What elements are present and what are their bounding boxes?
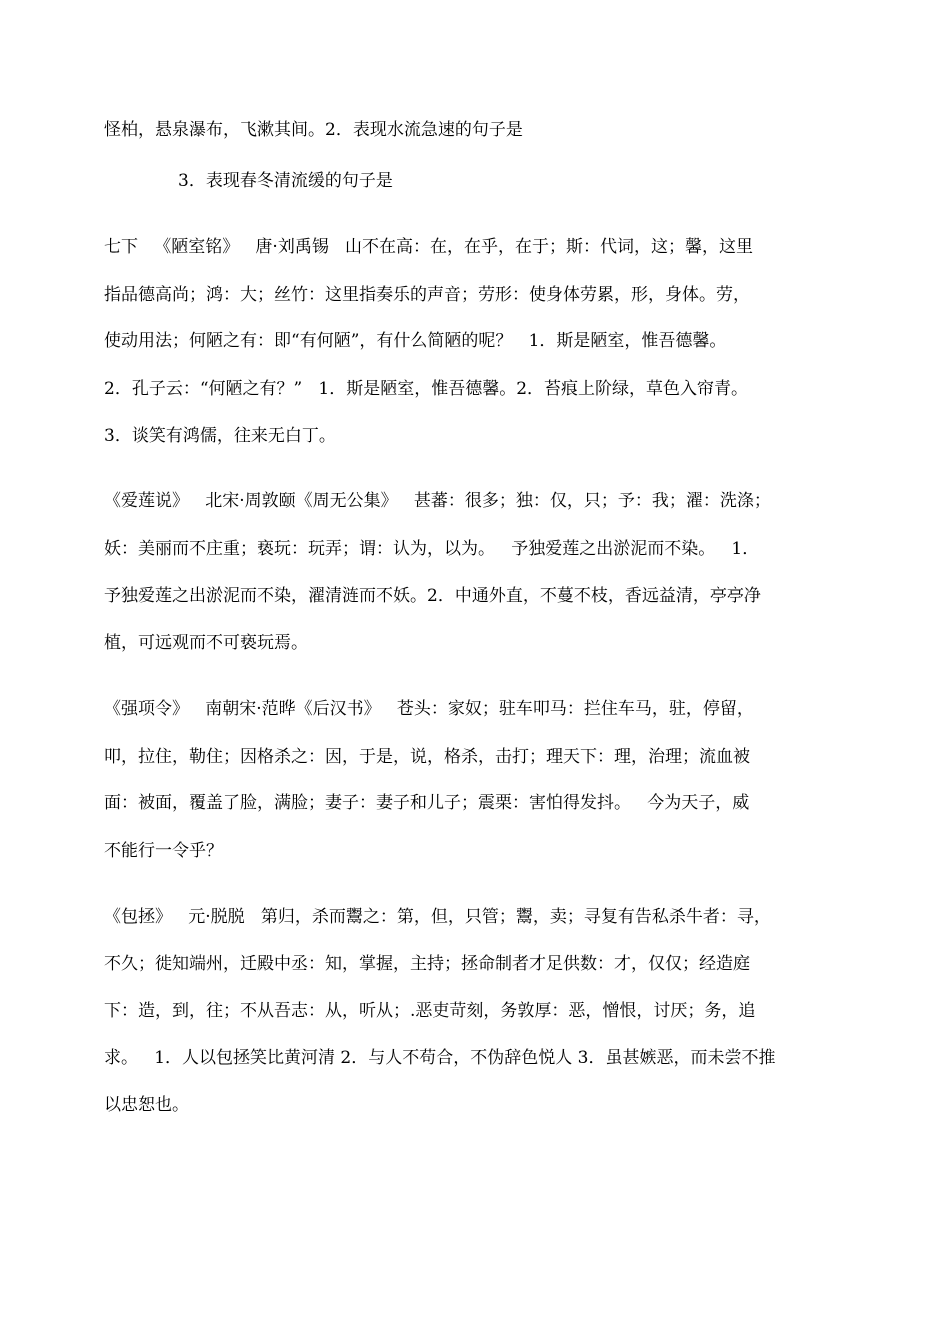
paragraph-line: 面：被面，覆盖了脸，满脸；妻子：妻子和儿子；震栗：害怕得发抖。 今为天子，威 <box>104 793 750 813</box>
paragraph-line: 予独爱莲之出淤泥而不染，濯清涟而不妖。2．中通外直，不蔓不枝，香远益清，亭亭净 <box>104 586 761 606</box>
paragraph-line: 指品德高尚；鸿：大；丝竹：这里指奏乐的声音；劳形：使身体劳累，形，身体。劳， <box>104 285 750 305</box>
paragraph-line: 不能行一令乎？ <box>104 841 223 861</box>
paragraph-line: 植，可远观而不可亵玩焉。 <box>104 633 308 653</box>
paragraph-line: 妖：美丽而不庄重；亵玩：玩弄；谓：认为，以为。 予独爱莲之出淤泥而不染。 1． <box>104 539 760 559</box>
paragraph-line: 叩，拉住，勒住；因格杀之：因，于是，说，格杀，击打；理天下：理，治理；流血被 <box>104 747 750 767</box>
paragraph-line: 不久；徙知端州，迁殿中丞：知，掌握，主持；拯命制者才足供数：才，仅仅；经造庭 <box>104 954 750 974</box>
paragraph-line: 《爱莲说》 北宋·周敦颐《周无公集》 甚蕃：很多；独：仅，只；予：我；濯：洗涤； <box>104 491 771 511</box>
intro-line-2: 3．表现春冬清流缓的句子是 <box>178 171 393 191</box>
paragraph-line: 七下 《陋室铭》 唐·刘禹锡 山不在高：在，在乎，在于；斯：代词，这；馨，这里 <box>104 237 754 257</box>
paragraph-line: 《强项令》 南朝宋·范晔《后汉书》 苍头：家奴；驻车叩马：拦住车马，驻，停留， <box>104 699 754 719</box>
paragraph-line: 求。 1．人以包拯笑比黄河清 2．与人不苟合，不伪辞色悦人 3．虽甚嫉恶，而未尝不推 <box>104 1048 776 1068</box>
paragraph-line: 2．孔子云：“何陋之有？” 1．斯是陋室，惟吾德馨。2．苔痕上阶绿，草色入帘青。 <box>104 379 749 399</box>
intro-line-1: 怪柏，悬泉瀑布，飞漱其间。2．表现水流急速的句子是 <box>104 120 523 140</box>
paragraph-line: 以忠恕也。 <box>104 1095 189 1115</box>
paragraph-line: 《包拯》 元·脱脱 第归，杀而鬻之：第，但，只管；鬻，卖；寻复有告私杀牛者：寻， <box>104 907 771 927</box>
paragraph-line: 3．谈笑有鸿儒，往来无白丁。 <box>104 426 336 446</box>
paragraph-line: 使动用法；何陋之有：即“有何陋”，有什么简陋的呢？ 1．斯是陋室，惟吾德馨。 <box>104 331 727 351</box>
paragraph-line: 下：造，到，往；不从吾志：从，听从；.恶吏苛刻，务敦厚：恶，憎恨，讨厌；务，追 <box>104 1001 756 1021</box>
